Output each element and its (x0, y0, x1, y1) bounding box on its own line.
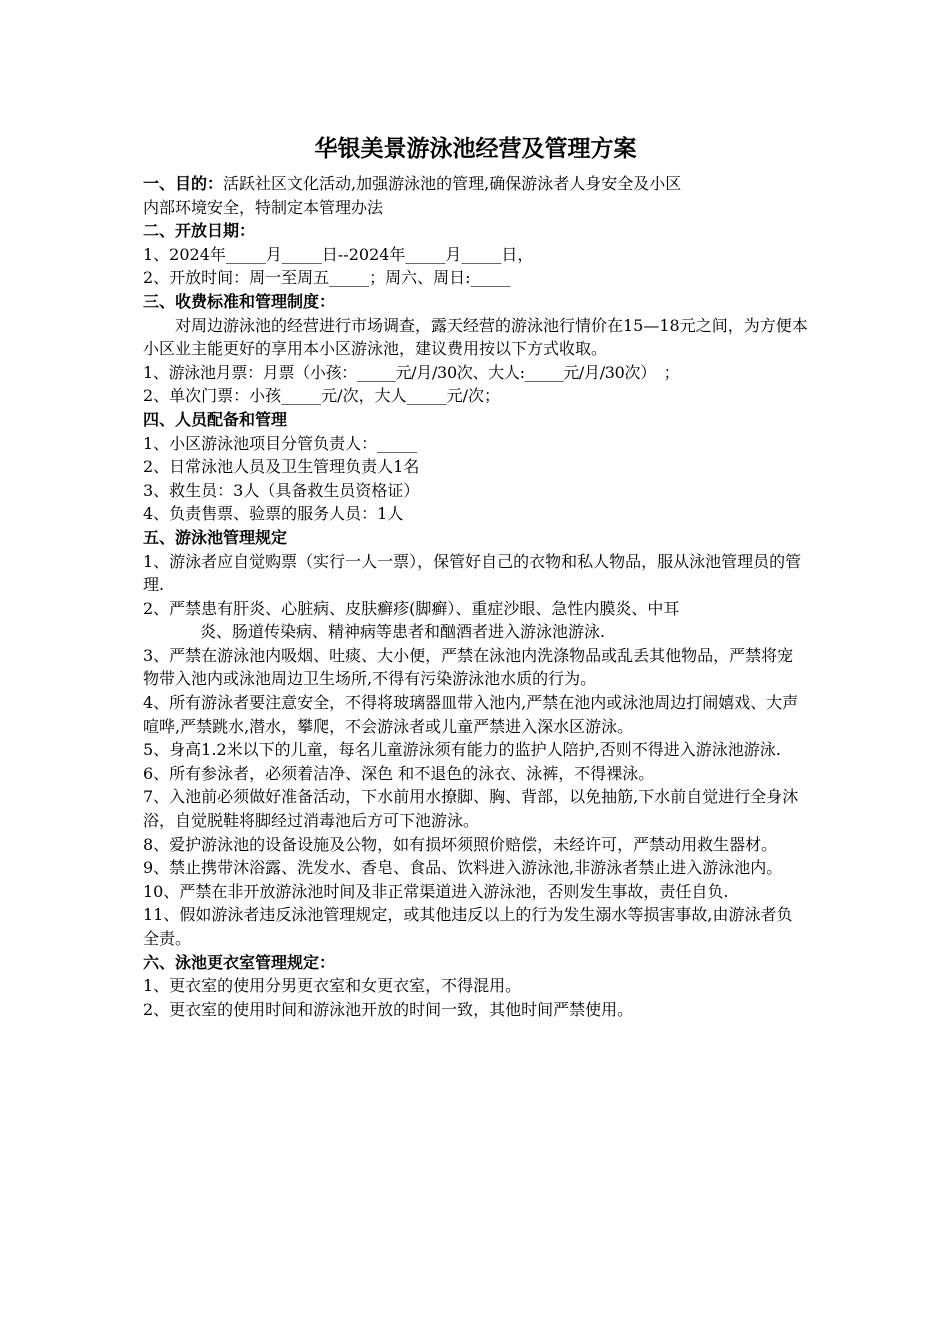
section-4-item-4: 4、负责售票、验票的服务人员：1人 (143, 504, 404, 524)
section-1-text-b: 内部环境安全，特制定本管理办法 (143, 197, 384, 217)
section-2-item-2: 2、开放时间：周一至周五_____；周六、周日:_____ (143, 268, 511, 288)
section-5-rule-10: 10、严禁在非开放游泳池时间及非正常渠道进入游泳池，否则发生事故，责任自负. (143, 881, 729, 901)
section-6-rule-1: 1、更衣室的使用分男更衣室和女更衣室，不得混用。 (143, 976, 522, 996)
section-5-rule-5: 5、身高1.2米以下的儿童，每名儿童游泳须有能力的监护人陪护,否则不得进入游泳池游泳. (143, 740, 781, 760)
section-4-heading: 四、人员配备和管理 (143, 409, 288, 429)
page-title: 华银美景游泳池经营及管理方案 (314, 136, 637, 162)
section-2-heading: 二、开放日期： (143, 221, 256, 241)
section-2-item-1: 1、2024年_____月_____日--2024年_____月_____日， (143, 244, 534, 264)
section-5-rule-2a: 2、严禁患有肝炎、心脏病、皮肤癣疹(脚癣）、重症沙眼、急性内膜炎、中耳 (143, 598, 680, 618)
section-1-heading: 一、目的： (143, 174, 224, 193)
section-1-text-a: 活跃社区文化活动,加强游泳池的管理,确保游泳者人身安全及小区 (223, 174, 682, 193)
section-3-paragraph: 对周边游泳池的经营进行市场调查，露天经营的游泳池行情价在15—18元之间，为方便本小区业主能更好的享用本小区游泳池，建议费用按以下方式收取。 (143, 315, 808, 359)
section-6-rule-2: 2、更衣室的使用时间和游泳池开放的时间一致，其他时间严禁使用。 (143, 999, 634, 1019)
section-5-rule-4: 4、所有游泳者要注意安全，不得将玻璃器皿带入池内,严禁在池内或泳池周边打闹嬉戏、大声喧哗,严禁跳水,潜水，攀爬，不会游泳者或儿童严禁进入深水区游泳。 (143, 693, 799, 736)
section-4-item-3: 3、救生员：3人（具备救生员资格证） (143, 480, 420, 500)
section-5-rule-6: 6、所有参泳者，必须着洁净、深色 和不退色的泳衣、泳裤，不得裸泳。 (143, 763, 655, 783)
section-5-rule-11: 11、假如游泳者违反泳池管理规定，或其他违反以上的行为发生溺水等损害事故,由游泳者负全责。 (143, 905, 793, 948)
document-page (143, 128, 808, 1021)
section-4-item-2: 2、日常泳池人员及卫生管理负责人1名 (143, 457, 420, 477)
section-5-rule-2b: 炎、肠道传染病、精神病等患者和酗酒者进入游泳池游泳. (200, 622, 606, 642)
section-3-heading: 三、收费标准和管理制度： (143, 291, 336, 311)
section-6-heading: 六、泳池更衣室管理规定： (143, 952, 336, 972)
section-5-rule-1: 1、游泳者应自觉购票（实行一人一票），保管好自己的衣物和私人物品，服从泳池管理员的管理. (143, 551, 802, 595)
section-5-rule-7: 7、入池前必须做好准备活动，下水前用水撩脚、胸、背部，以免抽筋,下水前自觉进行全身沐浴，自觉脱鞋将脚经过消毒池后方可下池游泳。 (143, 787, 799, 831)
section-5-heading: 五、游泳池管理规定 (143, 527, 288, 547)
section-1-purpose (143, 172, 808, 219)
section-5-rule-3: 3、严禁在游泳池内吸烟、吐痰、大小便，严禁在泳池内洗涤物品或乱丢其他物品，严禁将宠物带入池内或泳池周边卫生场所,不得有污染游泳池水质的行为。 (143, 645, 794, 689)
section-3-item-2: 2、单次门票：小孩_____元/次，大人_____元/次； (143, 386, 500, 406)
section-5-rule-9: 9、禁止携带沐浴露、洗发水、香皂、食品、饮料进入游泳池,非游泳者禁止进入游泳池内。 (143, 858, 783, 878)
section-3-item-1: 1、游泳池月票：月票（小孩：_____元/月/30次、大人:_____元/月/30次） ； (143, 362, 680, 382)
section-5-rule-8: 8、爱护游泳池的设备设施及公物，如有损坏须照价赔偿，未经许可，严禁动用救生器材。 (143, 834, 778, 854)
section-4-item-1: 1、小区游泳池项目分管负责人：_____ (143, 433, 418, 453)
